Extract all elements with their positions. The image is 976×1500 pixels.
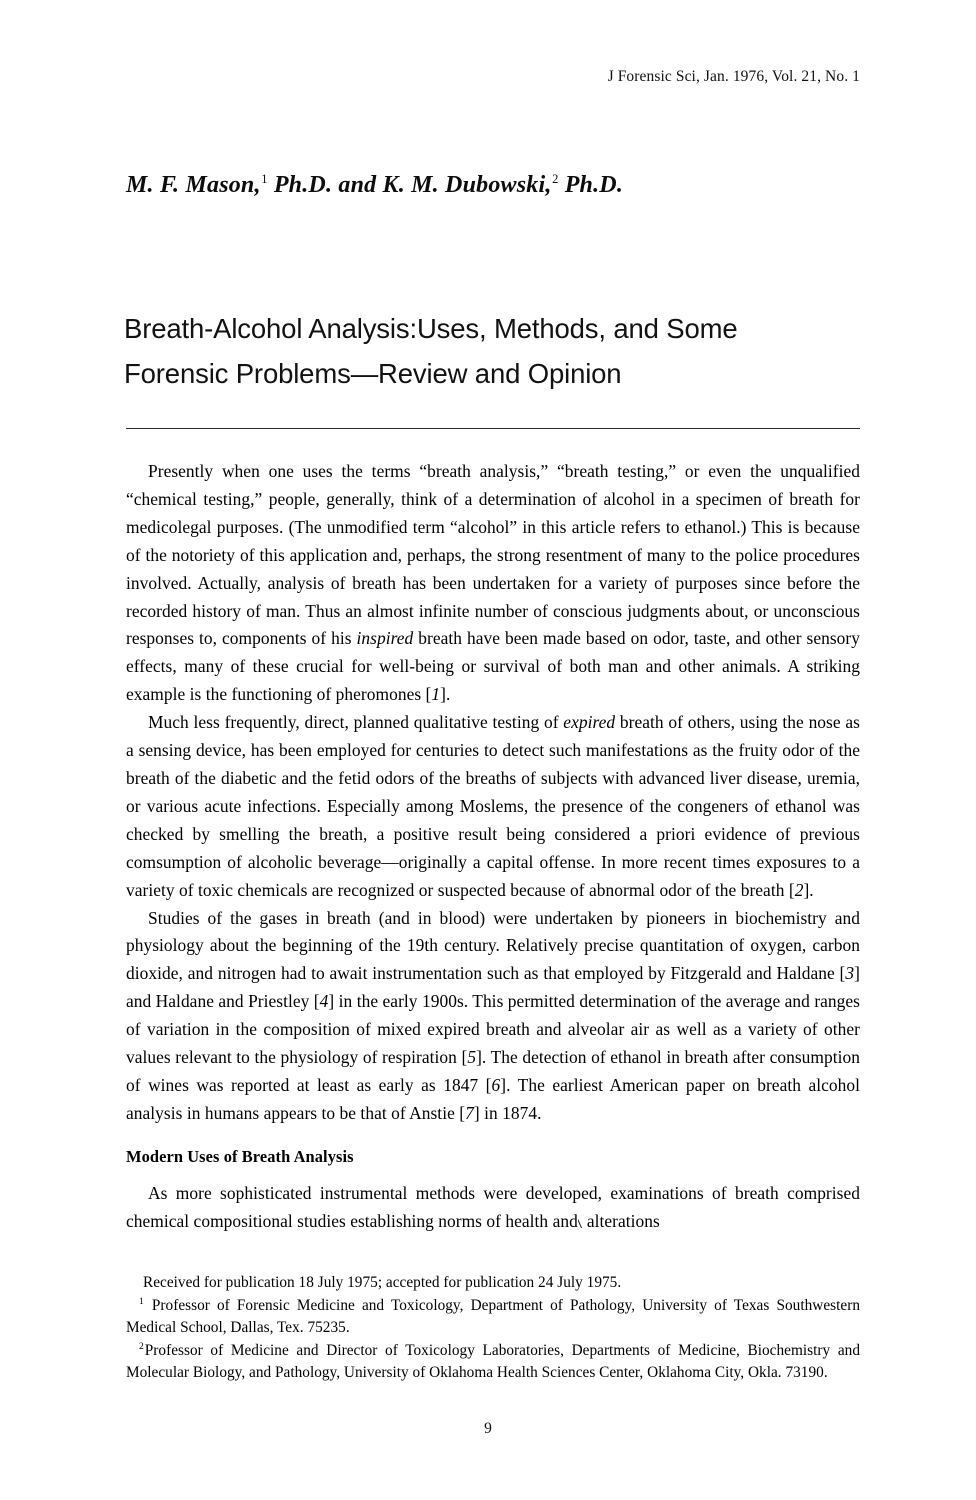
paragraph-2-emphasis-expired: expired (563, 712, 616, 733)
section-heading-modern-uses: Modern Uses of Breath Analysis (126, 1146, 354, 1166)
reference-citation-3[interactable]: 3 (845, 963, 855, 984)
paragraph-1-text-c: ]. (440, 684, 451, 705)
paragraph-1-text-a: Presently when one uses the terms “breath analysis,” “breath testing,” or even the unqualified “chemical testing,” people, generally, think of a determination of alcohol in a specimen of breath for medicolegal purposes. (The unmodified term “alcohol” in this article refers to ethanol.) This is because of the notoriety of this application and, perhaps, the strong resentment of many to the police procedures involved. Actually, analysis of breath has been undertaken for a variety of purposes since before the recorded history of man. Thus an almost infinite number of conscious judgments about, or unconscious responses to, components of his (126, 461, 860, 649)
paragraph-3-text-c: ] in the early 1900s. This permitted determination of the average and ranges of variation in the composition of mixed expired breath and alveolar air as well as a variety of other values relevant to the physiology of respiration [ (126, 991, 860, 1068)
paragraph-1-emphasis-inspired: inspired (356, 628, 414, 649)
paragraph-3 (126, 905, 860, 1128)
author-first-name: M. F. Mason, (126, 172, 261, 198)
author-line (126, 172, 860, 199)
title-divider-rule (126, 428, 860, 429)
body-column (126, 458, 860, 1236)
paragraph-3-text-b: ] and Haldane and Priestley [ (126, 963, 860, 1012)
reference-citation-6[interactable]: 6 (491, 1074, 501, 1095)
reference-citation-2[interactable]: 2 (794, 879, 804, 900)
paragraph-4 (126, 1169, 860, 1236)
running-head: J Forensic Sci, Jan. 1976, Vol. 21, No. 1 (607, 68, 860, 85)
paragraph-3-text-e: ]. The earliest American paper on breath alcohol analysis in humans appears to be that of Anstie [ (126, 1074, 860, 1123)
paragraph-3-text-a: Studies of the gases in breath (and in blood) were undertaken by pioneers in biochemistry and physiology about the beginning of the 19th century. Relatively precise quantitation of oxygen, carbon dioxide, and nitrogen had to await instrumentation such as that employed by Fitzgerald and Haldane [ (126, 907, 860, 984)
footnote-1 (126, 1295, 860, 1340)
footnote-received-date: Received for publication 18 July 1975; accepted for publication 24 July 1975. (143, 1274, 622, 1291)
paragraph-1 (126, 458, 860, 709)
paragraph-4-text-b: alterations (586, 1210, 660, 1231)
reference-citation-1[interactable]: 1 (431, 684, 441, 705)
footnote-2-marker: 2 (139, 1341, 144, 1352)
paragraph-4-text-a: As more sophisticated instrumental methods were developed, examinations of breath comprised chemical compositional studies establishing norms of health and (126, 1182, 860, 1231)
author-footnote-marker-1[interactable]: 1 (261, 172, 268, 187)
author-second-degree: Ph.D. (558, 172, 624, 198)
paragraph-3-text-d: ]. The detection of ethanol in breath after consumption of wines was reported at least as early as 1847 [ (126, 1047, 860, 1095)
reference-citation-7[interactable]: 7 (465, 1102, 474, 1123)
footnote-1-text: Professor of Forensic Medicine and Toxicology, Department of Pathology, University of Texas Southwestern Medical School, Dallas, Tex. 75235. (126, 1296, 860, 1337)
footnote-block (126, 1272, 860, 1385)
paragraph-2-text-c: ]. (803, 879, 814, 900)
scan-artifact-mark (578, 1217, 587, 1228)
footnote-2 (126, 1340, 860, 1385)
author-first-degree: Ph.D. and K. M. Dubowski, (267, 172, 552, 198)
paragraph-3-text-f: ] in 1874. (473, 1102, 542, 1123)
paragraph-1-text-b: breath have been made based on odor, taste, and other sensory effects, many of these crucial for well-being or survival of both man and other animals. A striking example is the functioning of pheromones [ (126, 628, 860, 705)
article-title-line-1: Breath-Alcohol Analysis:Uses, Methods, and Some (124, 313, 738, 345)
paragraph-2-text-b: breath of others, using the nose as a sensing device, has been employed for centuries to detect such manifestations as the fruity odor of the breath of the diabetic and the fetid odors of the breaths of subjects with advanced liver disease, uremia, or various acute infections. Especially among Moslems, the presence of the congeners of ethanol was checked by smelling the breath, a positive result being considered a priori evidence of previous comsumption of alcoholic beverage—originally a capital offense. In more recent times exposures to a variety of toxic chemicals are recognized or suspected because of abnormal odor of the breath [ (126, 712, 860, 900)
page-number: 9 (484, 1420, 492, 1437)
footnote-1-marker: 1 (139, 1296, 144, 1307)
article-title-line-2: Forensic Problems—Review and Opinion (124, 358, 622, 390)
author-footnote-marker-2[interactable]: 2 (552, 172, 559, 187)
paragraph-2 (126, 709, 860, 904)
reference-citation-5[interactable]: 5 (467, 1047, 477, 1068)
footnote-2-text: Professor of Medicine and Director of Toxicology Laboratories, Departments of Medicine, Biochemistry and Molecular Biology, and Pathology, University of Oklahoma Health Sciences Center, Oklahoma City, Okla. 73190. (126, 1341, 860, 1382)
paragraph-2-text-a: Much less frequently, direct, planned qualitative testing of (148, 712, 564, 733)
article-title (124, 306, 824, 396)
reference-citation-4[interactable]: 4 (319, 991, 329, 1012)
